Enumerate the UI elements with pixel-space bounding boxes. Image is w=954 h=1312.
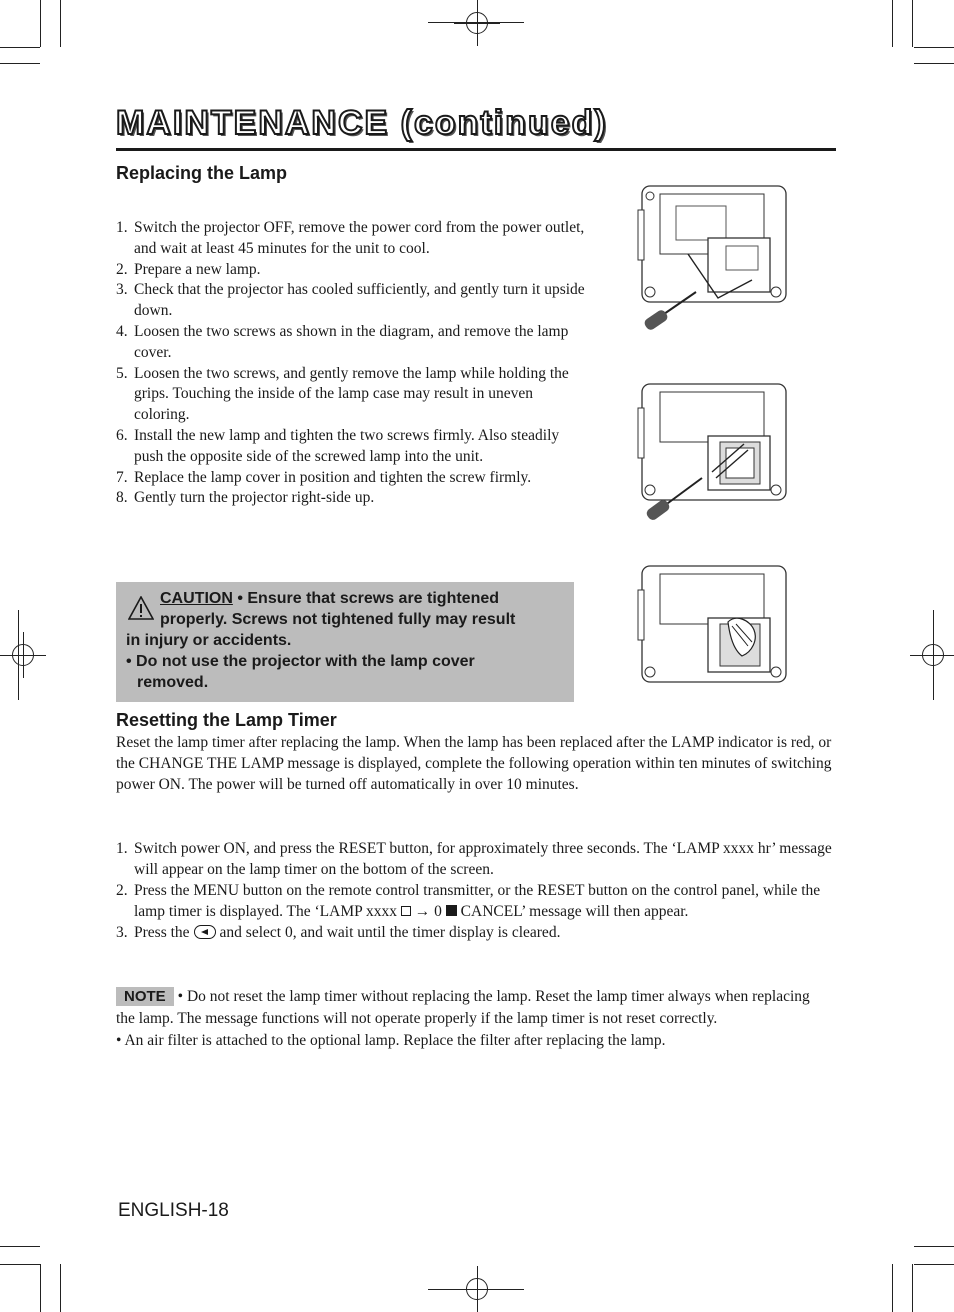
crop-mark (914, 1246, 954, 1247)
list-item: 6. Install the new lamp and tighten the two screws firmly. Also steadily push the opposite side of the screwed lamp into the unit. (116, 426, 560, 465)
registration-mark-right (910, 632, 954, 678)
list-item: 8. Gently turn the projector right-side up. (116, 489, 375, 507)
caution-label: CAUTION (160, 590, 233, 607)
crop-mark (40, 0, 41, 47)
filled-square-icon (446, 905, 457, 916)
crop-mark (60, 0, 61, 47)
crop-mark (0, 1246, 40, 1247)
list-item: 3. Check that the projector has cooled sufficiently, and gently turn it upside down. (116, 281, 585, 320)
list-item: 2. Press the MENU button on the remote control transmitter, or the RESET button on the control panel, while the lamp timer is displayed. The ‘LAMP xxxx → 0 CANCEL’ message will then appear. (116, 882, 821, 920)
list-item: 3. Press the and select 0, and wait until the timer display is cleared. (116, 924, 561, 941)
crop-mark (892, 1264, 893, 1312)
note-label: NOTE (116, 987, 174, 1006)
left-arrow-button-icon (194, 925, 216, 939)
crop-mark (933, 610, 934, 700)
note-block: NOTE • Do not reset the lamp timer without replacing the lamp. Reset the lamp timer always when replacing the lamp. The message functions will not operate properly if the lamp timer is not reset correctly. • An air filter is attached to the optional lamp. Replace the filter after replacing the lamp. (116, 988, 810, 1049)
crop-mark (0, 47, 40, 48)
crop-mark (914, 63, 954, 64)
registration-mark-top (454, 0, 500, 46)
reset-intro: Reset the lamp timer after replacing the lamp. When the lamp has been replaced after the LAMP indicator is red, or the CHANGE THE LAMP message is displayed, complete the following operation within ten minutes of switching power ON. The power will be turned off automatically in over 10 minutes. (116, 734, 832, 793)
list-item: 2. Prepare a new lamp. (116, 260, 261, 278)
crop-mark (0, 1264, 40, 1265)
crop-mark (0, 63, 40, 64)
section-heading-reset-timer: Resetting the Lamp Timer (116, 710, 337, 730)
crop-mark (912, 1264, 913, 1312)
list-item: 1. Switch the projector OFF, remove the power cord from the power outlet, and wait at least 45 minutes for the unit to cool. (116, 219, 585, 257)
crop-mark (892, 0, 893, 47)
crop-mark (912, 0, 913, 47)
crop-mark (40, 1264, 41, 1312)
registration-mark-left (0, 632, 46, 678)
section-heading-replacing-lamp: Replacing the Lamp (116, 163, 288, 183)
list-item: 1. Switch power ON, and press the RESET button, for approximately three seconds. The ‘LAMP xxxx hr’ message will appear on the lamp timer on the bottom of the screen. (116, 840, 832, 878)
caution-box: CAUTION • Ensure that screws are tightened properly. Screws not tightened fully may result in injury or accidents. • Do not use the projector with the lamp cover removed. (116, 582, 574, 702)
crop-mark (60, 1264, 61, 1312)
page-number: ENGLISH-18 (118, 1200, 229, 1221)
title-rule (116, 148, 836, 151)
crop-mark (428, 22, 524, 23)
list-item: 4. Loosen the two screws as shown in the diagram, and remove the lamp cover. (116, 322, 569, 361)
crop-mark (18, 610, 19, 700)
diagram-remove-lamp (636, 378, 792, 520)
page-title: MAINTENANCE (continued) (116, 104, 608, 142)
list-item: 5. Loosen the two screws, and gently remove the lamp while holding the grips. Touching the inside of the lamp case may result in uneven coloring. (116, 364, 569, 424)
replace-steps-list (116, 218, 586, 509)
warning-triangle-icon (128, 596, 154, 620)
list-item: 7. Replace the lamp cover in position and tighten the screw firmly. (116, 468, 532, 486)
empty-square-icon (401, 906, 411, 916)
diagram-remove-lamp-cover (636, 180, 792, 340)
reset-steps-list (116, 838, 832, 943)
crop-mark (428, 1289, 524, 1290)
crop-mark (914, 47, 954, 48)
crop-mark (914, 1264, 954, 1265)
diagram-install-lamp (636, 560, 792, 686)
